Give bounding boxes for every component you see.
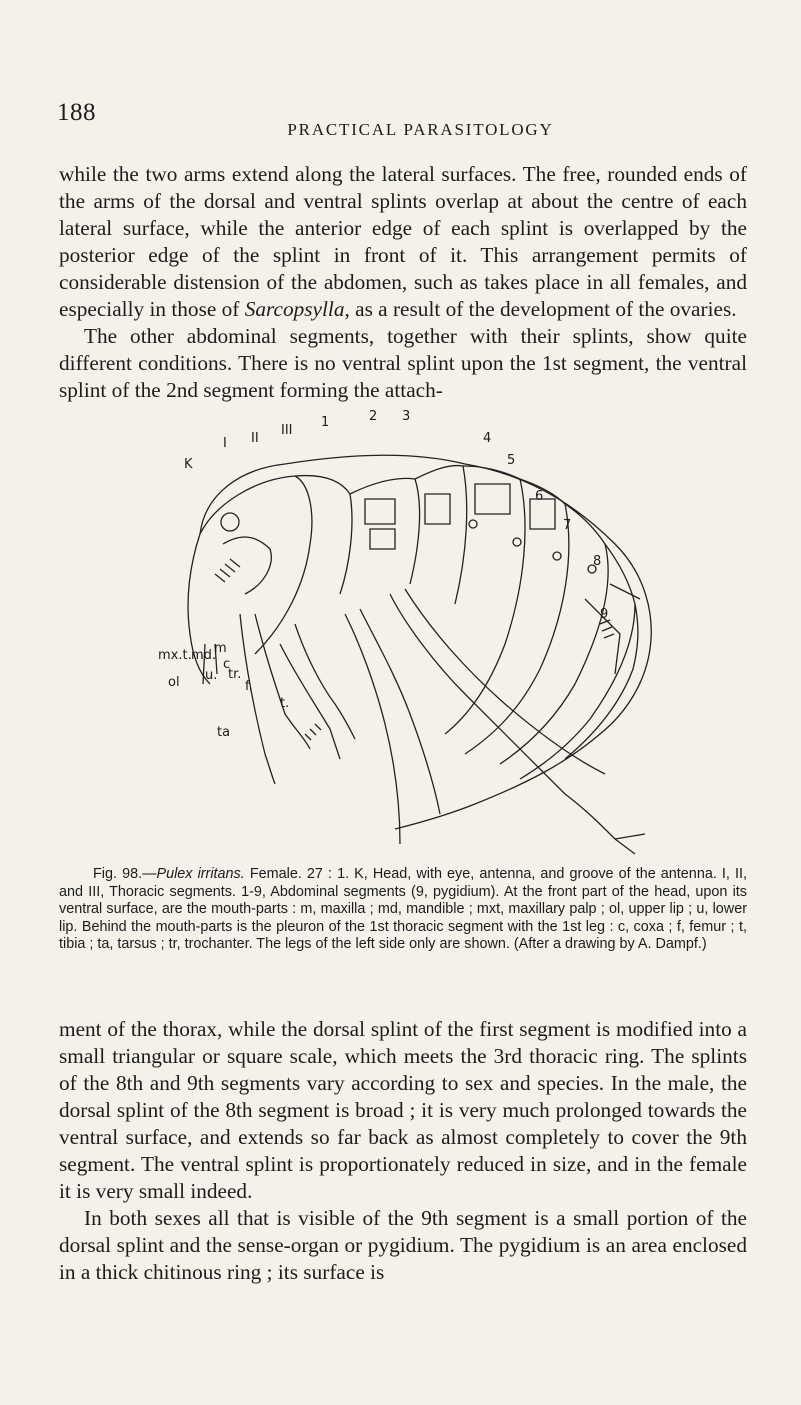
fig-label-thorax-3: III	[281, 423, 293, 438]
fig-label-seg-3: 3	[402, 409, 411, 424]
fig-label-seg-4: 4	[483, 431, 492, 446]
genus-italic: Sarcopsylla,	[244, 297, 350, 321]
fig-label-lower-lip: u.	[205, 668, 218, 683]
page-number: 188	[57, 99, 96, 126]
caption-figure-number: Fig. 98.—	[93, 866, 157, 882]
body-text-top	[59, 161, 747, 404]
fig-label-upper-lip: ol	[168, 675, 180, 690]
fig-label-seg-5: 5	[507, 453, 516, 468]
fig-label-maxillary-palp: mx.t.	[158, 648, 192, 663]
fig-label-head: K	[184, 457, 193, 472]
body-text-bottom	[59, 1016, 747, 1286]
paragraph-continued: while the two arms extend along the lateral surfaces. The free, rounded ends of the arms of the dorsal and ventral splints overlap at about the centre of each lateral surface, while the anterior edge of each splint is overlapped by the posterior edge of the splint in front of it. This arrangement permits of considerable distension of the abdomen, such as takes place in all females, and especially in those of Sarcopsylla, as a result of the development of the ovaries.	[59, 162, 747, 321]
fig-label-seg-7: 7	[563, 518, 572, 533]
fig-label-tibia: t.	[280, 696, 290, 711]
caption-species: Pulex irritans.	[156, 866, 245, 882]
fig-label-seg-1: 1	[321, 415, 330, 430]
figure-caption	[59, 866, 747, 954]
fig-label-coxa: c	[223, 657, 231, 672]
paragraph-continued: ment of the thorax, while the dorsal splint of the first segment is modified into a small triangular or square scale, which meets the 3rd thoracic ring. The splints of the 8th and 9th segments vary according to sex and species. In the male, the dorsal splint of the 8th segment is broad ; it is very much prolonged towards the ventral surface, and extends so far back as almost completely to cover the 9th segment. The ventral splint is proportionately reduced in size, and in the female it is very small indeed.	[59, 1017, 747, 1203]
running-head: PRACTICAL PARASITOLOGY	[287, 120, 554, 139]
fig-label-thorax-2: II	[251, 431, 259, 446]
fig-label-maxilla: m	[214, 641, 227, 656]
paragraph: In both sexes all that is visible of the 9th segment is a small portion of the dorsal splint and the sense-organ or pygidium. The pygidium is an area enclosed in a thick chitinous ring ; its surface is	[59, 1206, 747, 1284]
fig-label-seg-9: 9	[600, 607, 609, 622]
fig-label-thorax-1: I	[223, 436, 227, 451]
fig-label-tarsus: ta	[217, 725, 231, 740]
fig-label-trochanter: tr.	[228, 667, 242, 682]
fig-label-seg-8: 8	[593, 554, 602, 569]
fig-label-seg-6: 6	[535, 489, 544, 504]
caption-text: Female. 27 : 1. K, Head, with eye, antenna, and groove of the antenna. I, II, and III, Thoracic segments. 1-9, Abdominal segments (9, pygidium). At the front part of the head, upon its ventral surface, are the mouth-parts : m, maxilla ; md, mandible ; mxt, maxillary palp ; ol, upper lip ; u, lower lip. Behind the mouth-parts is the pleuron of the 1st thoracic segment with the 1st leg : c, coxa ; f, femur ; t, tibia ; ta, tarsus ; tr, trochanter. The legs of the left side only are shown. (After a drawing by A. Dampf.)	[59, 866, 747, 952]
flea-figure	[145, 384, 705, 860]
flea-illustration	[145, 384, 705, 860]
fig-label-mandible: md.	[191, 648, 217, 663]
fig-label-femur: f.	[245, 679, 253, 694]
fig-label-seg-2: 2	[369, 409, 378, 424]
paragraph: The other abdominal segments, together with their splints, show quite different conditions. There is no ventral splint upon the 1st segment, the ventral splint of the 2nd segment forming the attach-	[59, 324, 747, 402]
